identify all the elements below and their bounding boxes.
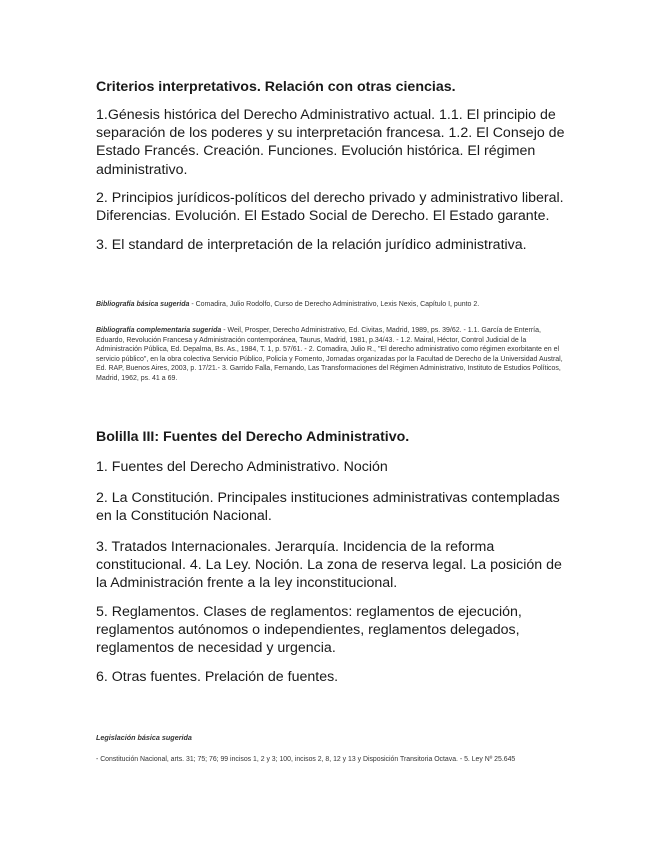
item-1-fuentes: 1. Fuentes del Derecho Administrativo. Noción bbox=[96, 459, 388, 475]
item-5-reglamentos: 5. Reglamentos. Clases de reglamentos: reglamentos de ejecución, reglamentos autónomos o independientes, reglamentos delegados, reglamentos de necesidad y urgencia. bbox=[96, 604, 522, 657]
bibliografia-complementaria-label: Bibliografía complementaria sugerida bbox=[96, 327, 222, 334]
item-2-constitucion: 2. La Constitución. Principales instituciones administrativas contempladas en la Constitución Nacional. bbox=[96, 490, 560, 525]
section-heading-criterios: Criterios interpretativos. Relación con otras ciencias. bbox=[96, 79, 456, 95]
item-1-genesis: 1.Génesis histórica del Derecho Administrativo actual. 1.1. El principio de separación de los poderes y su interpretación francesa. 1.2. El Consejo de Estado Francés. Creación. Funciones. Evolución histórica. El régimen administrativo. bbox=[96, 107, 565, 178]
bibliografia-complementaria-text: - Weil, Prosper, Derecho Administrativo, Ed. Civitas, Madrid, 1989, ps. 39/62. - 1.1. García de Enterría, Eduardo, Revolución Francesa y Administración contemporánea, Taurus, Madrid, 1981, p.34/43. - 1.2. Mairal, Héctor, Control Judicial de la Administración Pública, Ed. Depalma, Bs. As., 1984, T. 1, p. 57/61. - 2. Comadira, Julio R., "El derecho administrativo como régimen exorbitante en el servicio público", en la obra colectiva Servicio Público, Policía y Fomento, Jornadas organizadas por la Facultad de Derecho de la Universidad Austral, Ed. RAP, Buenos Aires, 2003, p. 17/21.- 3. Garrido Falla, Fernando, Las Transformaciones del Régimen Administrativo, Instituto de Estudios Políticos, Madrid, 1962, ps. 41 a 69. bbox=[96, 327, 563, 382]
legislacion-label: Legislación básica sugerida bbox=[96, 733, 192, 742]
item-3-tratados: 3. Tratados Internacionales. Jerarquía. Incidencia de la reforma constitucional. 4. La Ley. Noción. La zona de reserva legal. La posición de la Administración frente a la ley inconstitucional. bbox=[96, 539, 562, 592]
item-2-principios: 2. Principios jurídicos-políticos del derecho privado y administrativo liberal. Diferencias. Evolución. El Estado Social de Derecho. El Estado garante. bbox=[96, 190, 564, 225]
bibliografia-basica bbox=[96, 300, 566, 310]
item-3-standard: 3. El standard de interpretación de la relación jurídico administrativa. bbox=[96, 237, 527, 253]
section-heading-bolilla-iii: Bolilla III: Fuentes del Derecho Administrativo. bbox=[96, 429, 410, 445]
bibliografia-basica-label: Bibliografía básica sugerida bbox=[96, 301, 190, 308]
item-6-otras-fuentes: 6. Otras fuentes. Prelación de fuentes. bbox=[96, 669, 339, 685]
legislacion-text: - Constitución Nacional, arts. 31; 75; 76; 99 incisos 1, 2 y 3; 100, incisos 2, 8, 12 y 13 y Disposición Transitoria Octava. - 5. Ley Nº 25.645 bbox=[96, 756, 516, 763]
bibliografia-basica-text: - Comadira, Julio Rodolfo, Curso de Derecho Administrativo, Lexis Nexis, Capítulo I, punto 2. bbox=[189, 301, 480, 308]
bibliografia-complementaria bbox=[96, 326, 566, 384]
